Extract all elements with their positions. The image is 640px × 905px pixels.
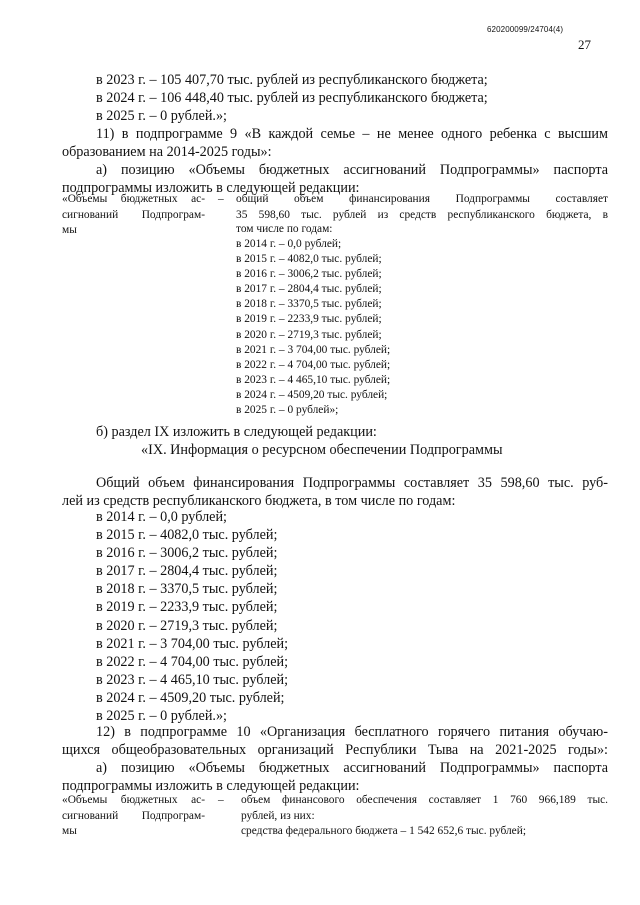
list-item: в 2014 г. – 0,0 рублей; [96,509,227,525]
table-label-line: мы [62,825,77,837]
table-label-line: сигнований Подпрограм- [62,208,205,221]
table-value-line: 35 598,60 тыс. рублей из средств республиканского бюджета, в [236,208,608,221]
item-12-line-2: щихся общеобразовательных организаций Республики Тыва на 2021-2025 годы»: [62,742,608,758]
table-year-list [236,237,390,418]
year-line: в 2024 г. – 106 448,40 тыс. рублей из республиканского бюджета; [96,90,488,106]
table-value-line: общий объем финансирования Подпрограммы составляет [236,193,608,205]
list-item: в 2022 г. – 4 704,00 тыс. рублей; [96,653,289,670]
paragraph-line-1: Общий объем финансирования Подпрограммы составляет 35 598,60 тыс. руб- [96,475,608,491]
table-dash: – [218,193,224,205]
table-value-line: том числе по годам: [236,223,333,235]
table-value-line: рублей, из них: [241,809,315,822]
list-item: в 2017 г. – 2804,4 тыс. рублей; [236,283,382,296]
list-item: в 2023 г. – 4 465,10 тыс. рублей; [96,671,289,688]
table-dash: – [218,794,224,806]
list-item: в 2021 г. – 3 704,00 тыс. рублей; [96,635,289,652]
section-heading: «IX. Информация о ресурсном обеспечении Подпрограммы [141,442,503,458]
list-item: в 2018 г. – 3370,5 тыс. рублей; [236,298,382,311]
list-item: в 2016 г. – 3006,2 тыс. рублей; [96,545,278,562]
item-11-sub-a-line-2: подпрограммы изложить в следующей редакции: [62,180,360,196]
list-item: в 2019 г. – 2233,9 тыс. рублей; [96,599,278,616]
year-line: в 2025 г. – 0 рублей.»; [96,108,227,124]
item-12-sub-a-line-1: а) позицию «Объемы бюджетных ассигнований Подпрограммы» паспорта [96,760,608,776]
list-item: в 2018 г. – 3370,5 тыс. рублей; [96,581,278,598]
list-item: в 2015 г. – 4082,0 тыс. рублей; [96,527,278,544]
list-item: в 2022 г. – 4 704,00 тыс. рублей; [236,358,391,371]
list-item: в 2024 г. – 4509,20 тыс. рублей; [236,388,388,401]
item-11-line-1: 11) в подпрограмме 9 «В каждой семье – не менее одного ребенка с высшим [96,126,608,142]
list-item: в 2020 г. – 2719,3 тыс. рублей; [236,328,382,341]
list-item: в 2014 г. – 0,0 рублей; [236,238,342,250]
list-item: в 2023 г. – 4 465,10 тыс. рублей; [236,373,391,386]
list-item: в 2017 г. – 2804,4 тыс. рублей; [96,563,278,580]
item-12-line-1: 12) в подпрограмме 10 «Организация бесплатного горячего питания обучаю- [96,724,608,740]
list-item: в 2025 г. – 0 рублей»; [236,404,339,417]
document-id: 620200099/24704(4) [487,25,564,34]
list-item: в 2019 г. – 2233,9 тыс. рублей; [236,313,382,326]
item-11-sub-a-line-1: а) позицию «Объемы бюджетных ассигнований Подпрограммы» паспорта [96,162,608,178]
item-12-sub-a-line-2: подпрограммы изложить в следующей редакции: [62,778,360,794]
table-value-line: средства федерального бюджета – 1 542 652,6 тыс. рублей; [241,825,527,837]
section-year-list [96,508,288,725]
year-line: в 2023 г. – 105 407,70 тыс. рублей из республиканского бюджета; [96,72,488,88]
table-label-line: «Объемы бюджетных ас- [62,193,205,205]
item-11-sub-b: б) раздел IX изложить в следующей редакции: [96,424,377,440]
table-value-line: объем финансового обеспечения составляет 1 760 966,189 тыс. [241,794,608,806]
list-item: в 2025 г. – 0 рублей.»; [96,708,227,725]
page-number: 27 [578,37,591,52]
table-label-line: мы [62,224,77,236]
list-item: в 2016 г. – 3006,2 тыс. рублей; [236,268,382,281]
list-item: в 2020 г. – 2719,3 тыс. рублей; [96,617,278,634]
table-label-line: «Объемы бюджетных ас- [62,794,205,806]
list-item: в 2021 г. – 3 704,00 тыс. рублей; [236,343,391,356]
item-11-line-2: образованием на 2014-2025 годы»: [62,144,272,160]
paragraph-line-2: лей из средств республиканского бюджета, в том числе по годам: [62,493,456,509]
list-item: в 2015 г. – 4082,0 тыс. рублей; [236,253,382,266]
list-item: в 2024 г. – 4509,20 тыс. рублей; [96,689,285,706]
table-label-line: сигнований Подпрограм- [62,809,205,822]
